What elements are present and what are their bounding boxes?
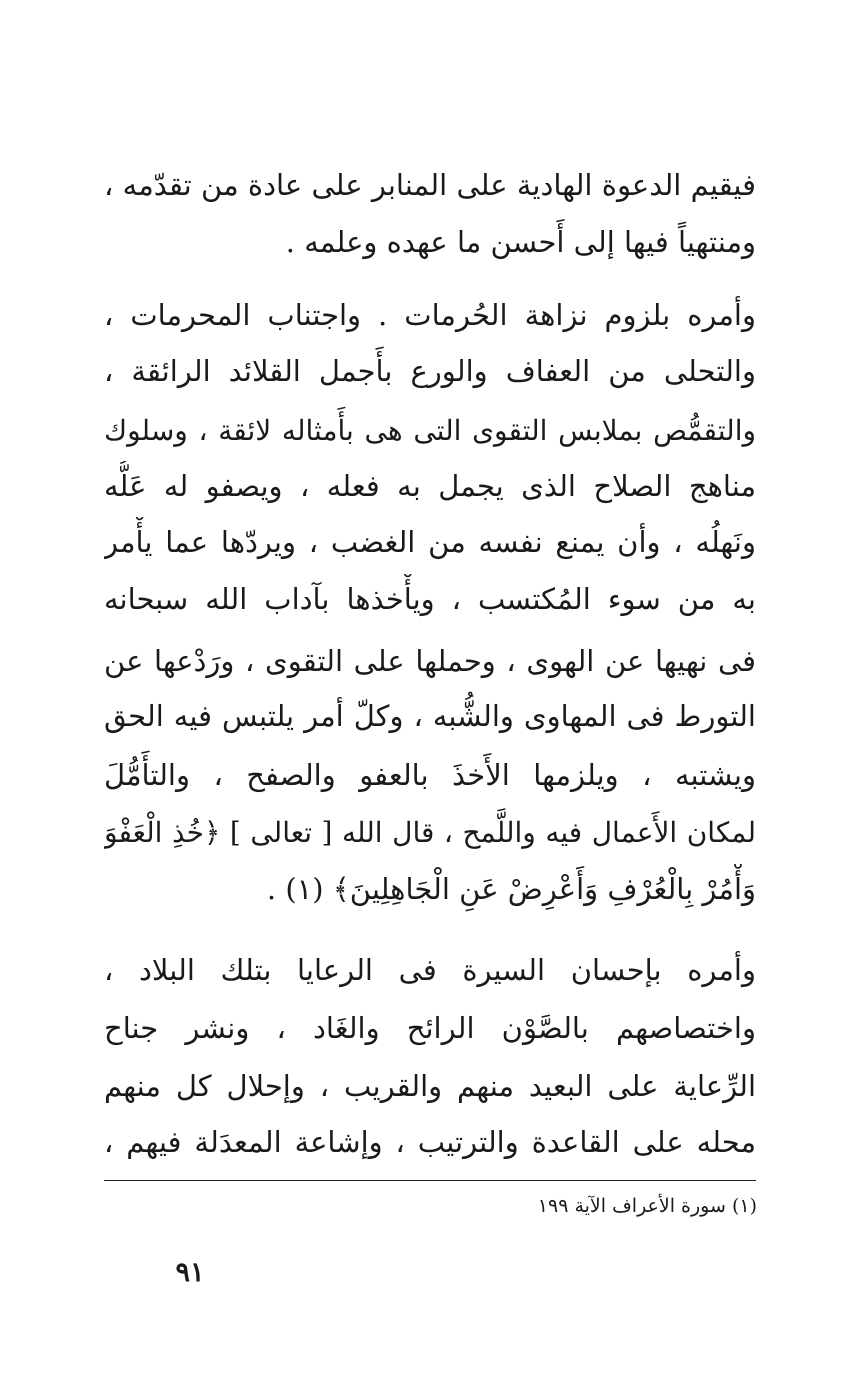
footnote: (١) سورة الأعراف الآية ١٩٩: [537, 1195, 757, 1217]
text-line: ويشتبه ، ويلزمها الأَخذَ بالعفو والصفح ، والتأَمُّلَ: [104, 758, 756, 792]
text-line: التورط فى المهاوى والشُّبه ، وكلّ أمر يلتبس فيه الحق: [104, 699, 756, 733]
text-line: به من سوء المُكتسب ، ويأْخذها بآداب الله سبحانه: [104, 582, 756, 616]
text-line: مناهج الصلاح الذى يجمل به فعله ، ويصفو له عَلُّه: [104, 469, 756, 503]
text-line: واختصاصهم بالصَّوْن الرائح والغَاد ، ونشر جناح: [104, 1011, 756, 1045]
text-line: ونَهلُه ، وأن يمنع نفسه من الغضب ، ويردّها عما يأْمر: [104, 525, 756, 559]
text-line: ومنتهياً فيها إلى أَحسن ما عهده وعلمه .: [285, 225, 756, 259]
text-line: محله على القاعدة والترتيب ، وإشاعة المعدَلة فيهم ،: [104, 1125, 756, 1159]
text-line: وأمره بإحسان السيرة فى الرعايا بتلك البلاد ،: [104, 953, 756, 987]
text-line: والتحلى من العفاف والورع بأَجمل القلائد الرائقة ،: [104, 354, 756, 388]
text-line: وأمره بلزوم نزاهة الحُرمات . واجتناب المحرمات ،: [104, 298, 756, 332]
page-number: ٩١: [175, 1257, 205, 1288]
footnote-divider: [104, 1180, 756, 1181]
text-line: فيقيم الدعوة الهادية على المنابر على عادة من تقدّمه ،: [104, 168, 756, 202]
text-line: فى نهيها عن الهوى ، وحملها على التقوى ، ورَدْعها عن: [104, 644, 756, 678]
quran-verse-line: لمكان الأَعمال فيه واللَّمح ، قال الله [ تعالى ] ﴿خُذِ الْعَفْوَ: [104, 816, 756, 849]
quran-verse-line: وَأْمُرْ بِالْعُرْفِ وَأَعْرِضْ عَنِ الْجَاهِلِينَ﴾ (١) .: [266, 872, 756, 906]
text-line: الرِّعاية على البعيد منهم والقريب ، وإحلال كل منهم: [104, 1069, 756, 1103]
text-line: والتقمُّص بملابس التقوى التى هى بأَمثاله لائقة ، وسلوك: [104, 414, 756, 447]
